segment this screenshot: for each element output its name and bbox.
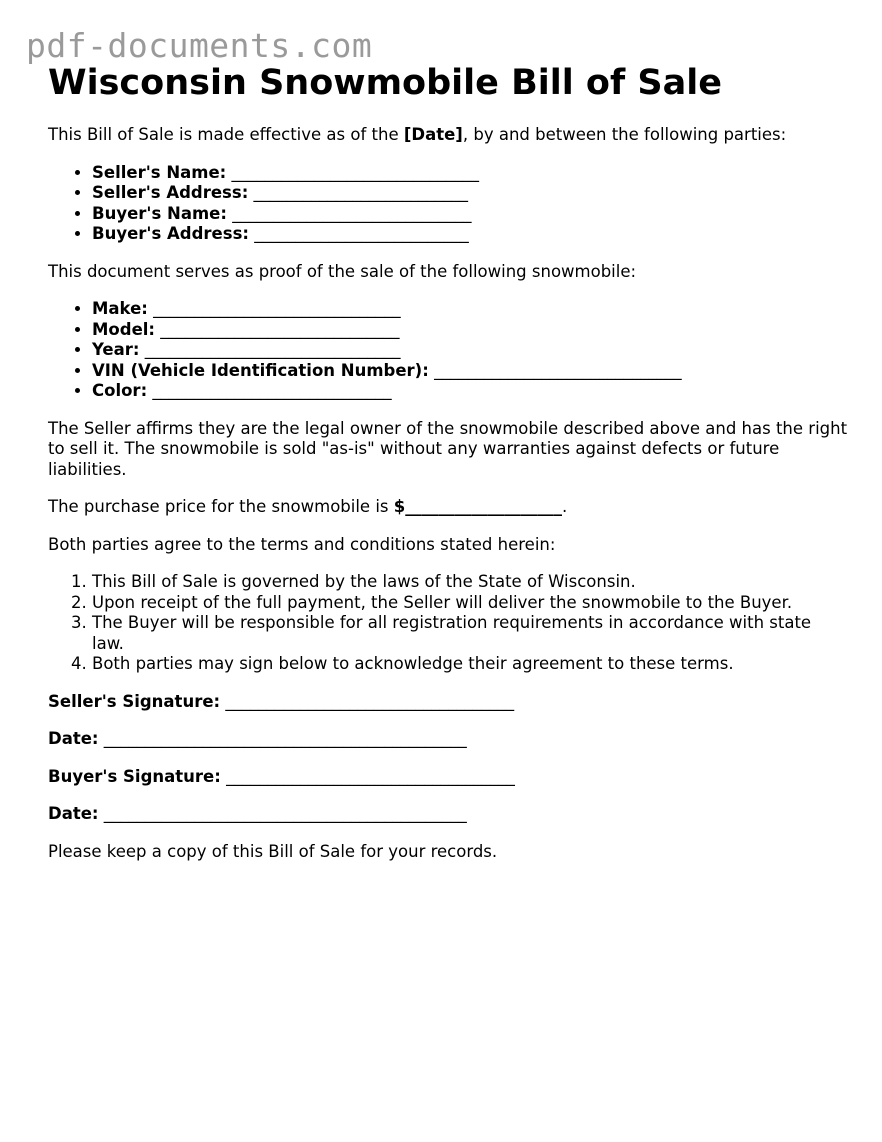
blank-line: _______________________________ <box>144 340 401 359</box>
field-label: Buyer's Address: <box>92 224 249 243</box>
buyer-date-line <box>48 804 848 825</box>
field-label: Seller's Address: <box>92 183 249 202</box>
list-item <box>92 381 848 402</box>
list-item: 4. Both parties may sign below to acknowledge their agreement to these terms. <box>92 654 848 675</box>
blank-line: __________________________ <box>254 224 469 243</box>
list-item <box>92 183 848 204</box>
blank-line: ____________________________________________ <box>103 804 467 823</box>
field-label: VIN (Vehicle Identification Number): <box>92 360 429 380</box>
list-item <box>92 340 848 361</box>
list-item: 1. This Bill of Sale is governed by the laws of the State of Wisconsin. <box>92 572 848 593</box>
blank-line: ___________________________________ <box>226 766 515 786</box>
closing-paragraph: Please keep a copy of this Bill of Sale for your records. <box>48 841 498 861</box>
seller-date-line <box>48 729 848 750</box>
buyer-signature-line <box>48 767 848 788</box>
field-label: Color: <box>92 381 148 400</box>
blank-line: ______________________________ <box>434 360 682 380</box>
list-item <box>92 224 848 245</box>
list-item <box>92 163 848 184</box>
blank-line: ___________________________________ <box>225 691 515 711</box>
watermark: pdf-documents.com <box>26 26 373 65</box>
terms-intro: Both parties agree to the terms and conditions stated herein: <box>48 534 556 554</box>
list-item <box>92 320 848 341</box>
blank-line: _____________________________ <box>232 203 472 223</box>
field-label: Seller's Name: <box>92 162 227 182</box>
proof-paragraph: This document serves as proof of the sale of the following snowmobile: <box>48 261 637 281</box>
seller-signature-line <box>48 692 848 713</box>
terms-list <box>48 572 848 675</box>
price-paragraph: The purchase price for the snowmobile is $___________________. <box>48 497 568 516</box>
field-label: Date: <box>48 804 99 823</box>
list-item: 2. Upon receipt of the full payment, the Seller will deliver the snowmobile to the Buyer. <box>92 593 848 614</box>
blank-line: _____________________________ <box>160 319 400 339</box>
affirmation-paragraph: The Seller affirms they are the legal owner of the snowmobile described above and has the right to sell it. The snowmobile is sold "as-is" without any warranties against defects or future liabilities. <box>48 418 848 479</box>
field-label: Model: <box>92 319 156 339</box>
blank-line: __________________________ <box>253 183 469 202</box>
field-label: Seller's Signature: <box>48 691 221 711</box>
date-placeholder: [Date] <box>403 125 463 144</box>
list-item: 3. The Buyer will be responsible for all registration requirements in accordance with state law. <box>92 613 848 654</box>
field-label: Year: <box>92 340 140 359</box>
intro-paragraph: This Bill of Sale is made effective as of the [Date], by and between the following parties: <box>48 125 787 144</box>
list-item <box>92 299 848 320</box>
field-label: Buyer's Signature: <box>48 766 221 786</box>
document-title: Wisconsin Snowmobile Bill of Sale <box>48 63 722 103</box>
blank-line: ______________________________ <box>153 299 401 318</box>
document-body <box>48 62 848 879</box>
list-item <box>92 204 848 225</box>
blank-line: _____________________________ <box>152 381 392 400</box>
parties-list <box>48 163 848 245</box>
vehicle-list <box>48 299 848 402</box>
field-label: Make: <box>92 299 148 318</box>
price-blank: $___________________ <box>393 497 562 516</box>
blank-line: ______________________________ <box>231 162 480 182</box>
field-label: Date: <box>48 729 99 748</box>
list-item <box>92 361 848 382</box>
blank-line: ____________________________________________ <box>103 729 467 748</box>
field-label: Buyer's Name: <box>92 203 227 223</box>
